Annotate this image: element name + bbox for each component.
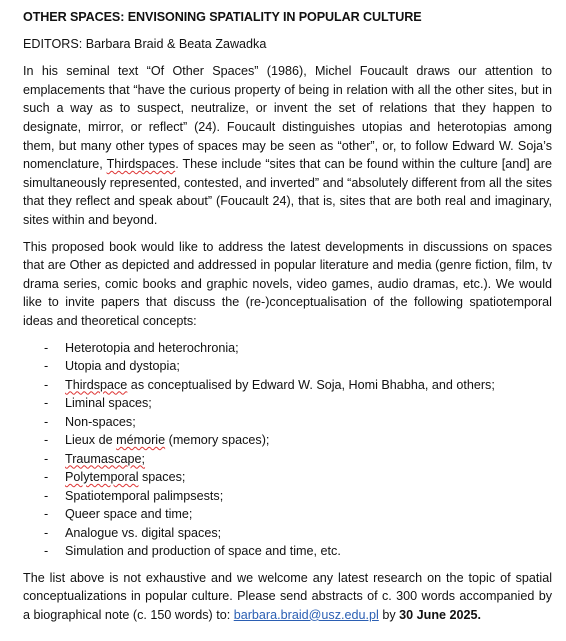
- spellcheck-word[interactable]: Polytemporal: [65, 470, 139, 484]
- list-item-text: spaces;: [138, 470, 186, 484]
- paragraph-text: The list above is not exhaustive and we welcome any latest research on the topic of spatial conceptualizations in popular culture. Please send abstracts of c. 300 words accompanied by a biographical note (c. 150 words) to:: [23, 570, 552, 622]
- deadline-date: 30 June 2025.: [399, 607, 482, 622]
- list-item: - Utopia and dystopia;: [23, 357, 552, 376]
- list-item: - Heterotopia and heterochronia;: [23, 339, 552, 358]
- editors-line: EDITORS: Barbara Braid & Beata Zawadka: [23, 36, 267, 51]
- list-item: [23, 450, 552, 469]
- paragraph-proposal: This proposed book would like to address the latest developments in discussions on spaces that are Other as depicted and addressed in popular literature and media (genre fiction, film, tv drama series, comic books and graphic novels, video games, audio dramas, etc.). We would like to invite papers that discuss the (re-)conceptualisation of the following spatiotemporal ideas and theoretical concepts:: [23, 239, 552, 328]
- list-item: [23, 431, 552, 450]
- list-item: - Simulation and production of space and time, etc.: [23, 542, 552, 561]
- list-item-text: as conceptualised by Edward W. Soja, Homi Bhabha, and others;: [127, 377, 495, 392]
- paragraph-foucault: [23, 62, 552, 229]
- document: [23, 8, 552, 632]
- list-item: [23, 376, 552, 395]
- list-item: - Non-spaces;: [23, 413, 552, 432]
- list-item: - Liminal spaces;: [23, 394, 552, 413]
- paragraph-text: by: [378, 607, 400, 622]
- paragraph-text: . These include “sites that can be found within the culture [and] are simultaneously represented, contested, and inverted” and “absolutely different from all the sites that they reflect and speak about” (Foucault 24), that is, sites that are both real and imaginary, sites within and beyond.: [23, 157, 552, 227]
- spellcheck-word[interactable]: mémorie: [116, 433, 166, 447]
- list-item: - Analogue vs. digital spaces;: [23, 524, 552, 543]
- list-item-text: Lieux de: [65, 433, 117, 447]
- spellcheck-word[interactable]: Thirdspaces: [106, 157, 176, 172]
- document-title: OTHER SPACES: ENVISONING SPATIALITY IN POPULAR CULTURE: [23, 10, 422, 24]
- list-item-text: (memory spaces);: [165, 433, 270, 447]
- email-link[interactable]: barbara.braid@usz.edu.pl: [233, 607, 379, 622]
- spellcheck-word[interactable]: Thirdspace: [65, 377, 128, 392]
- list-item: - Spatiotemporal palimpsests;: [23, 487, 552, 506]
- paragraph-submission: [23, 569, 552, 625]
- paragraph-text: In his seminal text “Of Other Spaces” (1986), Michel Foucault draws our attention to emplacements that “have the curious property of being in relation with all the other sites, but in such a way as to suspect, neutralize, or invent the set of relations that they happen to designate, mirror, or reflect” (24). Foucault distinguishes utopias and heterotopias among them, but many other types of spaces may be seen as “other”, or, to follow Edward W. Soja’s nomenclature,: [23, 64, 552, 172]
- list-item: [23, 468, 552, 487]
- topics-list: [23, 339, 552, 561]
- spellcheck-word[interactable]: Traumascape;: [65, 451, 146, 466]
- list-item: - Queer space and time;: [23, 505, 552, 524]
